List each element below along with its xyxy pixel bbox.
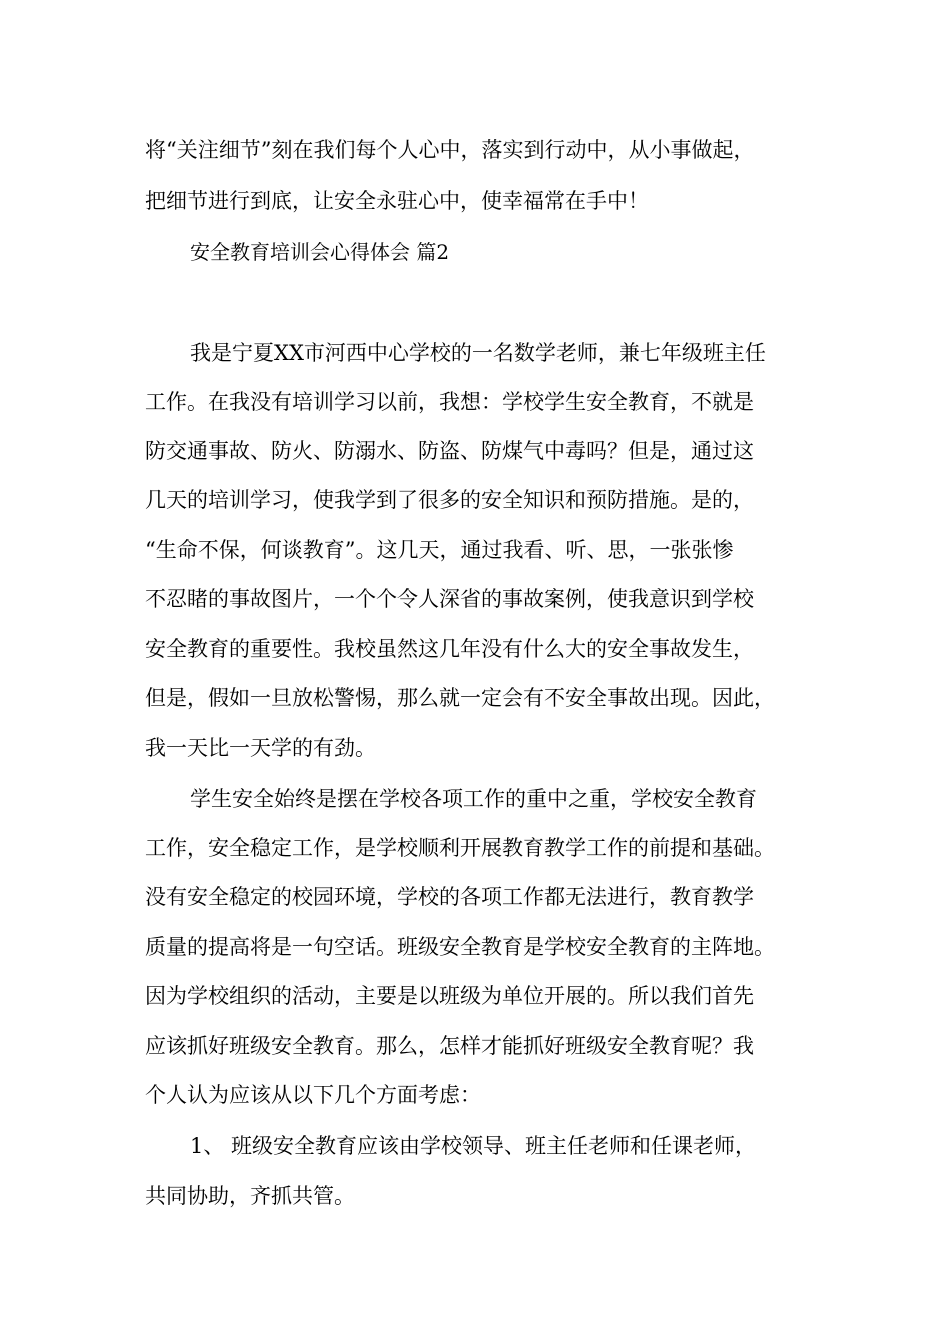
text-line: 没有安全稳定的校园环境，学校的各项工作都无法进行，教育教学 — [145, 885, 754, 909]
text-line: 质量的提高将是一句空话。班级安全教育是学校安全教育的主阵地。 — [145, 935, 775, 959]
section-heading: 安全教育培训会心得体会 篇2 — [190, 240, 450, 264]
text-line: 我是宁夏XX市河西中心学校的一名数学老师，兼七年级班主任 — [190, 341, 766, 365]
text-line: 安全教育的重要性。我校虽然这几年没有什么大的安全事故发生， — [145, 637, 754, 661]
text-line: 我一天比一天学的有劲。 — [145, 736, 376, 760]
text-line: 应该抓好班级安全教育。那么，怎样才能抓好班级安全教育呢？我 — [145, 1034, 754, 1058]
text-line: 把细节进行到底，让安全永驻心中，使幸福常在手中！ — [145, 189, 649, 213]
text-line: 防交通事故、防火、防溺水、防盗、防煤气中毒吗？但是，通过这 — [145, 439, 754, 463]
text-line: 但是，假如一旦放松警惕，那么就一定会有不安全事故出现。因此， — [145, 686, 775, 710]
text-line: “生命不保，何谈教育”。这几天，通过我看、听、思，一张张惨 — [145, 538, 734, 562]
text-line: 学生安全始终是摆在学校各项工作的重中之重，学校安全教育 — [190, 787, 757, 811]
text-line: 共同协助，齐抓共管。 — [145, 1184, 355, 1208]
text-line: 个人认为应该从以下几个方面考虑： — [145, 1083, 481, 1107]
text-line: 工作，安全稳定工作，是学校顺利开展教育教学工作的前提和基础。 — [145, 836, 775, 860]
text-line: 工作。在我没有培训学习以前，我想：学校学生安全教育，不就是 — [145, 390, 754, 414]
text-line: 1、 班级安全教育应该由学校领导、班主任老师和任课老师， — [190, 1134, 757, 1158]
text-line: 将“关注细节”刻在我们每个人心中，落实到行动中，从小事做起， — [145, 138, 755, 162]
text-line: 几天的培训学习，使我学到了很多的安全知识和预防措施。是的， — [145, 488, 754, 512]
text-line: 不忍睹的事故图片，一个个令人深省的事故案例，使我意识到学校 — [145, 587, 754, 611]
text-line: 因为学校组织的活动，主要是以班级为单位开展的。所以我们首先 — [145, 984, 754, 1008]
